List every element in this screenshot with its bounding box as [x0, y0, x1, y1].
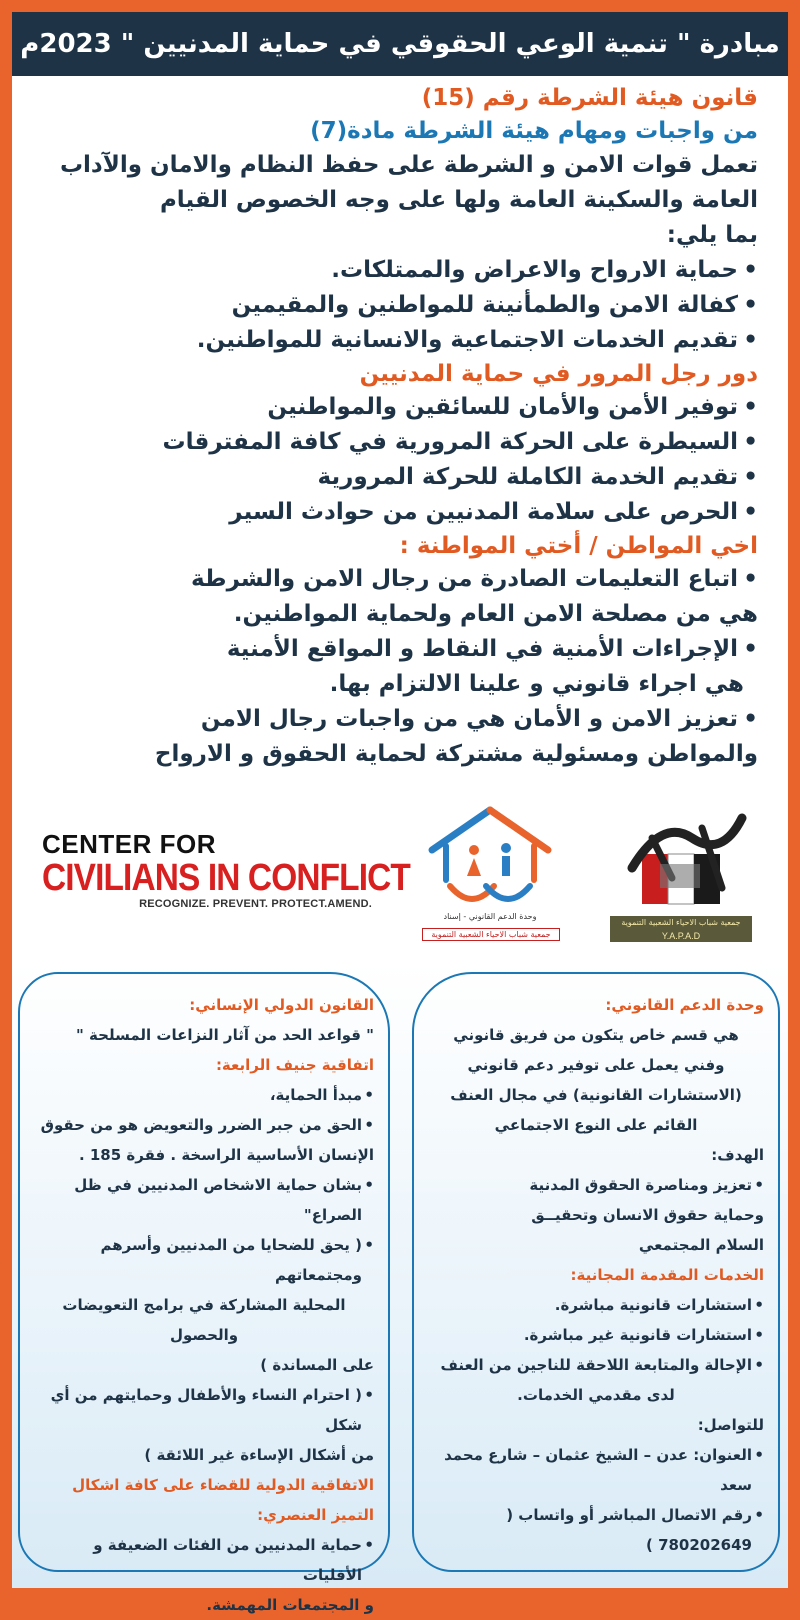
unit-heading: وحدة الدعم القانوني:	[605, 996, 764, 1014]
yapad-abbr: Y.A.P.A.D	[610, 930, 752, 942]
citizen-heading: اخي المواطن / أختي المواطنة :	[399, 533, 758, 559]
article-heading: من واجبات ومهام هيئة الشرطة مادة(7)	[310, 118, 758, 144]
traffic-list	[26, 390, 758, 530]
text-line: على المساندة )	[260, 1356, 374, 1374]
text-line: من أشكال الإساءة غير اللائقة )	[144, 1446, 374, 1464]
text-line: " قواعد الحد من آثار النزاعات المسلحة "	[76, 1026, 374, 1044]
legal-support-panel	[412, 972, 780, 1572]
list-item: • تعزيز ومناصرة الحقوق المدنية	[428, 1170, 764, 1200]
contact-list	[428, 1440, 764, 1560]
intro-line: العامة والسكينة العامة ولها على وجه الخصوص القيام	[159, 187, 758, 213]
intro-line: تعمل قوات الامن و الشرطة على حفظ النظام والامان والآداب	[59, 152, 758, 178]
list-item: • حماية الارواح والاعراض والممتلكات.	[26, 253, 758, 288]
list-item: • استشارات قانونية مباشرة.	[428, 1290, 764, 1320]
yapad-emblem-icon	[602, 808, 762, 914]
text-line: و المجتمعات المهمشة.	[206, 1596, 374, 1614]
geneva-heading: اتفاقية جنيف الرابعة:	[215, 1056, 374, 1074]
list-item	[26, 702, 758, 772]
list-item: • تقديم الخدمات الاجتماعية والانسانية للمواطنين.	[26, 323, 758, 358]
list-item: • تقديم الخدمة الكاملة للحركة المرورية	[26, 460, 758, 495]
geneva-list	[34, 1170, 374, 1290]
duties-list	[26, 253, 758, 358]
list-item: • بشان حماية الاشخاص المدنيين في ظل الصراع"	[34, 1170, 374, 1230]
convention-heading-2: التميز العنصري:	[257, 1506, 374, 1524]
poster	[12, 12, 788, 1614]
logo-row	[12, 802, 788, 962]
text-line: السلام المجتمعي	[638, 1236, 764, 1254]
isnad-org: جمعية شباب الاحياء الشعبية التنموية	[422, 928, 560, 941]
list-item-line: هي من مصلحة الامن العام ولحماية المواطنين.	[233, 601, 758, 627]
house-family-icon	[410, 802, 570, 912]
citizen-list	[26, 562, 758, 772]
text-line: وحماية حقوق الانسان وتحقيــق	[531, 1206, 764, 1224]
contact-label: للتواصل:	[697, 1416, 764, 1434]
isnad-logo	[410, 802, 570, 962]
services-heading: الخدمات المقدمة المجانية:	[570, 1266, 764, 1284]
civic-logo	[42, 829, 410, 910]
geneva-list	[34, 1380, 374, 1440]
ihl-heading: القانون الدولي الإنساني:	[189, 996, 374, 1014]
list-item: • كفالة الامن والطمأنينة للمواطنين والمقيمين	[26, 288, 758, 323]
list-item-line: والمواطن ومسئولية مشتركة لحماية الحقوق و الارواح	[154, 741, 758, 767]
text-line: هي قسم خاص يتكون من فريق قانوني	[453, 1026, 739, 1044]
list-item: • استشارات قانونية غير مباشرة.	[428, 1320, 764, 1350]
list-item: • الحرص على سلامة المدنيين من حوادث السير	[26, 495, 758, 530]
convention-list	[34, 1530, 374, 1590]
text-line: وفني يعمل على توفير دعم قانوني	[467, 1056, 725, 1074]
list-item: • السيطرة على الحركة المرورية في كافة المفترقات	[26, 425, 758, 460]
info-section	[12, 962, 788, 1614]
list-item: • ( احترام النساء والأطفال وحمايتهم من أي شكل	[34, 1380, 374, 1440]
text-line: لدى مقدمي الخدمات.	[517, 1386, 675, 1404]
list-item-line: هي اجراء قانوني و علينا الالتزام بها.	[329, 671, 744, 697]
civic-logo-line2: CIVILIANS IN CONFLICT	[42, 857, 410, 899]
goal-list	[428, 1170, 764, 1200]
yapad-caption: جمعية شباب الاحياء الشعبية التنموية	[610, 916, 752, 930]
main-content	[12, 76, 788, 836]
civic-tagline: RECOGNIZE. PREVENT. PROTECT.AMEND.	[139, 898, 372, 910]
address-item: • العنوان: عدن – الشيخ عثمان – شارع محمد سعد	[428, 1440, 764, 1500]
list-item-line: • تعزيز الامن و الأمان هي من واجبات رجال الامن	[200, 706, 738, 732]
list-item: • توفير الأمن والأمان للسائقين والمواطنين	[26, 390, 758, 425]
geneva-list	[34, 1080, 374, 1140]
page-title: مبادرة " تنمية الوعي الحقوقي في حماية المدنيين " 2023م	[12, 12, 788, 76]
phone-item: • رقم الاتصال المباشر أو واتساب ( 780202649 )	[428, 1500, 764, 1560]
text-line: الإنسان الأساسية الراسخة . فقرة 185 .	[78, 1146, 374, 1164]
isnad-caption: وحدة الدعم القانوني - إسناد	[443, 912, 537, 921]
yapad-logo	[602, 808, 762, 958]
list-item: • مبدأ الحماية،	[34, 1080, 374, 1110]
list-item-line: • الإجراءات الأمنية في النقاط و المواقع الأمنية	[226, 636, 738, 662]
list-item: • الإحالة والمتابعة اللاحقة للناجين من العنف	[428, 1350, 764, 1380]
list-item: • الحق من جبر الضرر والتعويض هو من حقوق	[34, 1110, 374, 1140]
law-heading: قانون هيئة الشرطة رقم (15)	[421, 85, 758, 111]
ihl-panel	[18, 972, 390, 1614]
text-line: (الاستشارات القانونية) في مجال العنف	[450, 1086, 742, 1104]
text-line: المحلية المشاركة في برامج التعويضات والحصول	[62, 1296, 346, 1344]
services-list	[428, 1290, 764, 1380]
convention-heading: الاتفاقية الدولية للقضاء على كافة اشكال	[72, 1476, 374, 1494]
intro-line: بما يلي:	[666, 222, 758, 248]
list-item	[26, 562, 758, 632]
list-item: • حماية المدنيين من الفئات الضعيفة و الأقليات	[34, 1530, 374, 1590]
goal-label: الهدف:	[711, 1146, 764, 1164]
list-item: • ( يحق للضحايا من المدنيين وأسرهم ومجتمعاتهم	[34, 1230, 374, 1290]
civic-logo-line1: CENTER FOR	[42, 829, 216, 859]
list-item-line: • اتباع التعليمات الصادرة من رجال الامن والشرطة	[190, 566, 738, 592]
traffic-heading: دور رجل المرور في حماية المدنيين	[359, 361, 758, 387]
list-item	[26, 632, 758, 702]
text-line: القائم على النوع الاجتماعي	[494, 1116, 698, 1134]
